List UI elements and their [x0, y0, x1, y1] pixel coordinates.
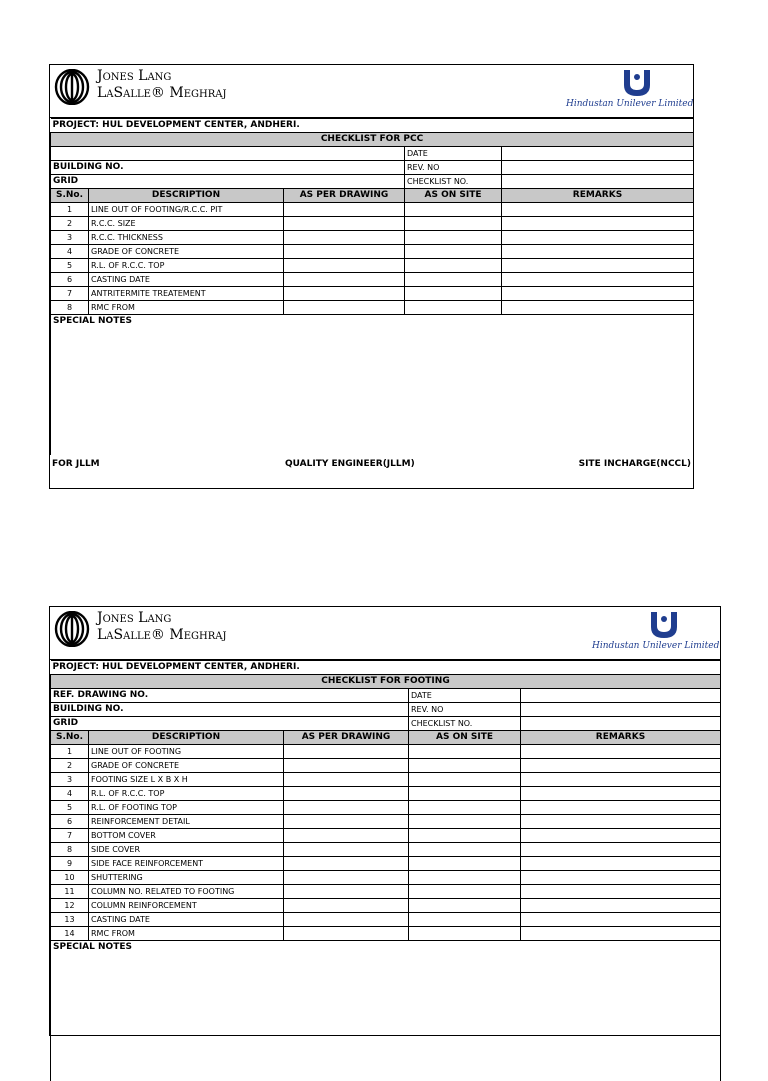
rev-no-field[interactable]	[502, 161, 694, 175]
table-row	[51, 871, 721, 885]
as-per-drawing-cell[interactable]	[284, 759, 409, 773]
remarks-cell[interactable]	[502, 273, 694, 287]
as-per-drawing-cell[interactable]	[284, 301, 405, 315]
checklist-no-label: CHECKLIST NO.	[409, 717, 521, 731]
remarks-cell[interactable]	[502, 231, 694, 245]
row-description: ANTRITERMITE TREATEMENT	[89, 287, 284, 301]
row-number: 7	[51, 287, 89, 301]
as-on-site-cell[interactable]	[405, 259, 502, 273]
row-description: CASTING DATE	[89, 273, 284, 287]
row-number: 13	[51, 913, 89, 927]
as-on-site-cell[interactable]	[405, 203, 502, 217]
row-number: 11	[51, 885, 89, 899]
table-row	[51, 899, 721, 913]
as-per-drawing-cell[interactable]	[284, 843, 409, 857]
grid-label: GRID	[51, 717, 409, 731]
project-title: PROJECT: HUL DEVELOPMENT CENTER, ANDHERI.	[51, 661, 721, 675]
table-row	[51, 815, 721, 829]
table-row	[51, 913, 721, 927]
row-description: R.L. OF R.C.C. TOP	[89, 259, 284, 273]
row-description: CASTING DATE	[89, 913, 284, 927]
col-header-description: DESCRIPTION	[89, 189, 284, 203]
special-notes-area[interactable]	[51, 315, 694, 456]
blank-cell[interactable]	[51, 147, 405, 161]
company-name: Jones Lang LaSalle® Meghraj	[97, 610, 226, 644]
row-description: LINE OUT OF FOOTING/R.C.C. PIT	[89, 203, 284, 217]
table-row	[51, 787, 721, 801]
as-on-site-cell[interactable]	[405, 245, 502, 259]
client-name: Hindustan Unilever Limited	[592, 641, 719, 651]
row-description: R.C.C. THICKNESS	[89, 231, 284, 245]
as-per-drawing-cell[interactable]	[284, 885, 409, 899]
as-on-site-cell[interactable]	[409, 899, 521, 913]
row-description: GRADE OF CONCRETE	[89, 759, 284, 773]
row-number: 3	[51, 773, 89, 787]
as-per-drawing-cell[interactable]	[284, 913, 409, 927]
as-on-site-cell[interactable]	[409, 787, 521, 801]
row-number: 5	[51, 801, 89, 815]
rev-no-field[interactable]	[521, 703, 721, 717]
row-number: 7	[51, 829, 89, 843]
table-row	[51, 857, 721, 871]
client-name: Hindustan Unilever Limited	[566, 99, 693, 109]
sheet-header	[50, 65, 693, 118]
jll-logo-icon	[54, 69, 90, 105]
row-description: BOTTOM COVER	[89, 829, 284, 843]
special-notes-area[interactable]	[51, 941, 721, 1081]
row-description: SIDE FACE REINFORCEMENT	[89, 857, 284, 871]
hul-logo-icon	[648, 610, 680, 640]
as-on-site-cell[interactable]	[405, 301, 502, 315]
row-description: R.L. OF R.C.C. TOP	[89, 787, 284, 801]
remarks-cell[interactable]	[521, 871, 721, 885]
row-number: 14	[51, 927, 89, 941]
as-on-site-cell[interactable]	[409, 885, 521, 899]
jll-logo-icon	[54, 611, 90, 647]
remarks-cell[interactable]	[502, 287, 694, 301]
sign-for-jllm: FOR JLLM	[50, 455, 283, 473]
date-field[interactable]	[502, 147, 694, 161]
project-title: PROJECT: HUL DEVELOPMENT CENTER, ANDHERI.	[51, 119, 694, 133]
col-header-sno: S.No.	[51, 731, 89, 745]
rev-no-label: REV. NO	[405, 161, 502, 175]
checklist-no-field[interactable]	[502, 175, 694, 189]
date-field[interactable]	[521, 689, 721, 703]
table-row	[51, 273, 694, 287]
as-per-drawing-cell[interactable]	[284, 773, 409, 787]
remarks-cell[interactable]	[502, 203, 694, 217]
as-per-drawing-cell[interactable]	[284, 273, 405, 287]
remarks-cell[interactable]	[521, 885, 721, 899]
as-on-site-cell[interactable]	[409, 843, 521, 857]
building-no-label: BUILDING NO.	[51, 161, 405, 175]
col-header-as-on-site: AS ON SITE	[409, 731, 521, 745]
date-label: DATE	[405, 147, 502, 161]
remarks-cell[interactable]	[521, 815, 721, 829]
sign-quality-engineer: QUALITY ENGINEER(JLLM)	[283, 455, 543, 473]
checklist-title: CHECKLIST FOR FOOTING	[51, 675, 721, 689]
ref-drawing-label: REF. DRAWING NO.	[51, 689, 409, 703]
col-header-remarks: REMARKS	[502, 189, 694, 203]
as-per-drawing-cell[interactable]	[284, 217, 405, 231]
remarks-cell[interactable]	[502, 245, 694, 259]
as-on-site-cell[interactable]	[409, 927, 521, 941]
remarks-cell[interactable]	[521, 745, 721, 759]
checklist-no-label: CHECKLIST NO.	[405, 175, 502, 189]
row-number: 5	[51, 259, 89, 273]
rev-no-label: REV. NO	[409, 703, 521, 717]
col-header-as-on-site: AS ON SITE	[405, 189, 502, 203]
table-row	[51, 829, 721, 843]
checklist-title: CHECKLIST FOR PCC	[51, 133, 694, 147]
special-notes-label: SPECIAL NOTES	[53, 316, 132, 326]
as-on-site-cell[interactable]	[409, 857, 521, 871]
table-row	[51, 287, 694, 301]
as-per-drawing-cell[interactable]	[284, 815, 409, 829]
checklist-no-field[interactable]	[521, 717, 721, 731]
table-row	[51, 927, 721, 941]
as-on-site-cell[interactable]	[409, 759, 521, 773]
row-number: 9	[51, 857, 89, 871]
grid-label: GRID	[51, 175, 405, 189]
signature-row	[50, 455, 693, 473]
row-description: SIDE COVER	[89, 843, 284, 857]
as-per-drawing-cell[interactable]	[284, 787, 409, 801]
remarks-cell[interactable]	[521, 787, 721, 801]
as-per-drawing-cell[interactable]	[284, 899, 409, 913]
table-row	[51, 801, 721, 815]
row-number: 3	[51, 231, 89, 245]
checklist-footing-sheet	[49, 606, 721, 1036]
remarks-cell[interactable]	[521, 801, 721, 815]
table-row	[51, 217, 694, 231]
row-number: 6	[51, 815, 89, 829]
row-description: COLUMN REINFORCEMENT	[89, 899, 284, 913]
as-on-site-cell[interactable]	[409, 913, 521, 927]
checklist-pcc-sheet	[49, 64, 694, 489]
remarks-cell[interactable]	[502, 259, 694, 273]
row-number: 2	[51, 217, 89, 231]
as-per-drawing-cell[interactable]	[284, 871, 409, 885]
row-description: FOOTING SIZE L X B X H	[89, 773, 284, 787]
row-number: 2	[51, 759, 89, 773]
row-description: RMC FROM	[89, 927, 284, 941]
row-number: 6	[51, 273, 89, 287]
remarks-cell[interactable]	[521, 773, 721, 787]
table-row	[51, 259, 694, 273]
date-label: DATE	[409, 689, 521, 703]
row-description: REINFORCEMENT DETAIL	[89, 815, 284, 829]
col-header-as-per-drawing: AS PER DRAWING	[284, 189, 405, 203]
table-row	[51, 773, 721, 787]
as-on-site-cell[interactable]	[405, 217, 502, 231]
as-per-drawing-cell[interactable]	[284, 259, 405, 273]
remarks-cell[interactable]	[521, 843, 721, 857]
as-on-site-cell[interactable]	[409, 773, 521, 787]
as-on-site-cell[interactable]	[409, 815, 521, 829]
col-header-remarks: REMARKS	[521, 731, 721, 745]
col-header-as-per-drawing: AS PER DRAWING	[284, 731, 409, 745]
row-number: 1	[51, 745, 89, 759]
special-notes-label: SPECIAL NOTES	[53, 942, 132, 952]
table-row	[51, 759, 721, 773]
as-per-drawing-cell[interactable]	[284, 287, 405, 301]
table-row	[51, 203, 694, 217]
row-description: SHUTTERING	[89, 871, 284, 885]
as-per-drawing-cell[interactable]	[284, 245, 405, 259]
row-description: R.C.C. SIZE	[89, 217, 284, 231]
as-on-site-cell[interactable]	[405, 287, 502, 301]
row-description: LINE OUT OF FOOTING	[89, 745, 284, 759]
col-header-sno: S.No.	[51, 189, 89, 203]
as-per-drawing-cell[interactable]	[284, 231, 405, 245]
row-number: 12	[51, 899, 89, 913]
remarks-cell[interactable]	[521, 857, 721, 871]
as-per-drawing-cell[interactable]	[284, 745, 409, 759]
as-on-site-cell[interactable]	[409, 801, 521, 815]
remarks-cell[interactable]	[521, 913, 721, 927]
table-row	[51, 885, 721, 899]
as-per-drawing-cell[interactable]	[284, 203, 405, 217]
sign-site-incharge: SITE INCHARGE(NCCL)	[543, 455, 693, 473]
table-row	[51, 843, 721, 857]
as-per-drawing-cell[interactable]	[284, 829, 409, 843]
remarks-cell[interactable]	[502, 217, 694, 231]
as-on-site-cell[interactable]	[409, 871, 521, 885]
building-no-label: BUILDING NO.	[51, 703, 409, 717]
as-per-drawing-cell[interactable]	[284, 801, 409, 815]
sheet-header	[50, 607, 720, 660]
remarks-cell[interactable]	[521, 759, 721, 773]
row-number: 1	[51, 203, 89, 217]
row-number: 10	[51, 871, 89, 885]
row-number: 4	[51, 787, 89, 801]
remarks-cell[interactable]	[502, 301, 694, 315]
checklist-table	[50, 118, 694, 455]
row-number: 8	[51, 843, 89, 857]
table-row	[51, 301, 694, 315]
remarks-cell[interactable]	[521, 899, 721, 913]
as-on-site-cell[interactable]	[409, 745, 521, 759]
as-per-drawing-cell[interactable]	[284, 857, 409, 871]
remarks-cell[interactable]	[521, 927, 721, 941]
as-on-site-cell[interactable]	[405, 231, 502, 245]
as-per-drawing-cell[interactable]	[284, 927, 409, 941]
remarks-cell[interactable]	[521, 829, 721, 843]
company-name: Jones Lang LaSalle® Meghraj	[97, 68, 226, 102]
table-row	[51, 231, 694, 245]
row-number: 8	[51, 301, 89, 315]
as-on-site-cell[interactable]	[405, 273, 502, 287]
col-header-description: DESCRIPTION	[89, 731, 284, 745]
row-description: RMC FROM	[89, 301, 284, 315]
hul-logo-icon	[621, 68, 653, 98]
as-on-site-cell[interactable]	[409, 829, 521, 843]
row-description: GRADE OF CONCRETE	[89, 245, 284, 259]
table-row	[51, 245, 694, 259]
row-description: R.L. OF FOOTING TOP	[89, 801, 284, 815]
row-description: COLUMN NO. RELATED TO FOOTING	[89, 885, 284, 899]
checklist-table	[50, 660, 721, 1081]
row-number: 4	[51, 245, 89, 259]
table-row	[51, 745, 721, 759]
